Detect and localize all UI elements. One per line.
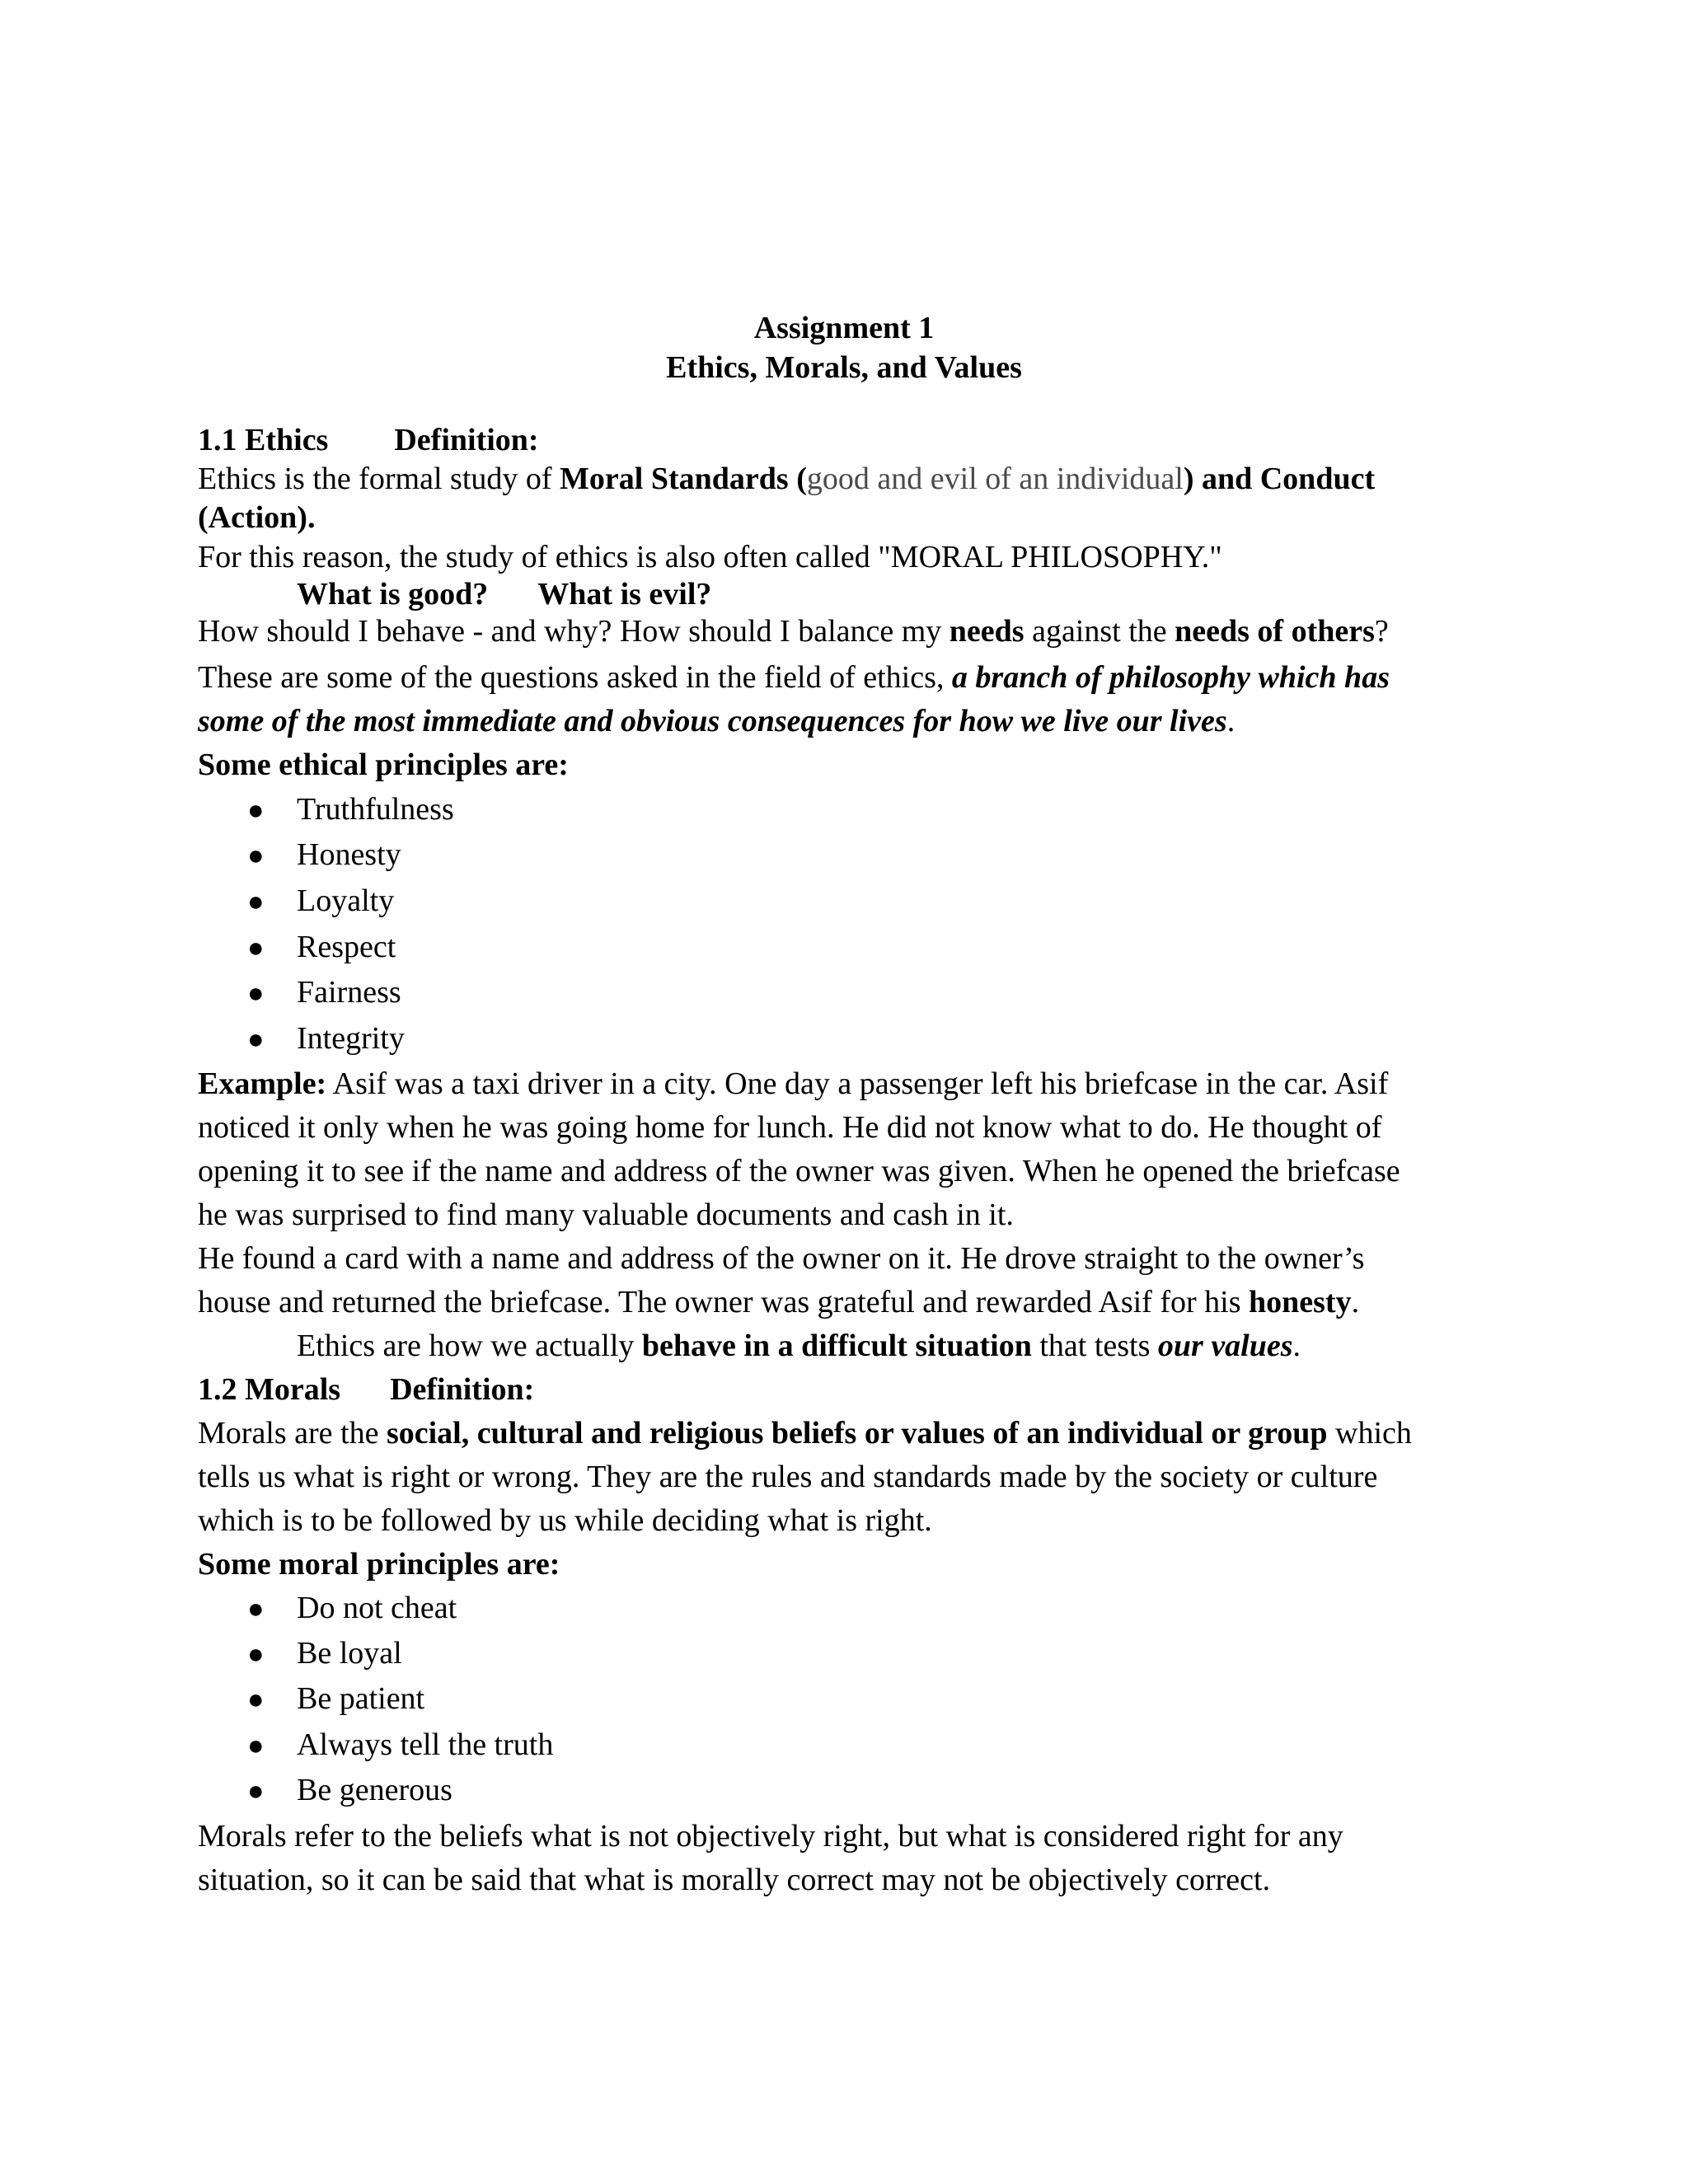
text-run: that tests bbox=[1031, 1329, 1158, 1363]
section-2-definition-label: Definition: bbox=[390, 1372, 535, 1407]
text-run: . bbox=[1351, 1285, 1360, 1319]
example-line-6 bbox=[198, 1282, 1359, 1322]
text-run: which bbox=[1327, 1416, 1412, 1451]
list-item bbox=[247, 972, 401, 1014]
text-run: needs bbox=[949, 614, 1025, 649]
bullet-icon: ● bbox=[247, 1639, 265, 1670]
bullet-icon: ● bbox=[247, 1685, 265, 1715]
text-run: Moral Standards bbox=[560, 462, 789, 496]
list-item bbox=[247, 1019, 405, 1060]
text-run: our values bbox=[1157, 1329, 1293, 1363]
text-run: behave in a difficult situation bbox=[641, 1329, 1032, 1363]
question-good: What is good? bbox=[297, 577, 489, 612]
text-run: honesty bbox=[1249, 1285, 1352, 1319]
bullet-icon: ● bbox=[247, 841, 265, 871]
morals-closing-line-2: situation, so it can be said that what is morally correct may not be objectively correct. bbox=[198, 1863, 1271, 1897]
morals-definition-line-2: tells us what is right or wrong. They are the rules and standards made by the society or culture bbox=[198, 1460, 1378, 1494]
example-line-3: opening it to see if the name and address of the owner was given. When he opened the briefcase bbox=[198, 1154, 1400, 1188]
morals-definition-line-3: which is to be followed by us while deciding what is right. bbox=[198, 1503, 932, 1538]
morals-closing-line-1: Morals refer to the beliefs what is not objectively right, but what is considered right for any bbox=[198, 1819, 1343, 1854]
list-item-label: Honesty bbox=[297, 837, 401, 872]
section-2-title: 1.2 Morals bbox=[198, 1372, 341, 1407]
ethics-conclusion-line bbox=[297, 1326, 1301, 1366]
bullet-icon: ● bbox=[247, 795, 265, 826]
list-item-label: Truthfulness bbox=[297, 792, 454, 827]
list-item bbox=[247, 927, 396, 968]
list-item-label: Loyalty bbox=[297, 883, 395, 918]
list-item-label: Integrity bbox=[297, 1021, 405, 1056]
list-item-label: Fairness bbox=[297, 975, 401, 1010]
morals-definition-line-1 bbox=[198, 1413, 1412, 1453]
example-label: Example: bbox=[198, 1066, 327, 1101]
example-line-1 bbox=[198, 1064, 1388, 1104]
text-run: . bbox=[1292, 1329, 1301, 1363]
text-run: needs of others bbox=[1175, 614, 1375, 649]
list-item bbox=[247, 1679, 424, 1720]
text-run: Asif was a taxi driver in a city. One day a passenger left his briefcase in the car. Asif bbox=[326, 1066, 1389, 1101]
text-run: ( bbox=[788, 462, 807, 496]
example-line-5: He found a card with a name and address of the owner on it. He drove straight to the owner’s bbox=[198, 1241, 1365, 1276]
text-run: Morals are the bbox=[198, 1416, 387, 1451]
moral-principles-label: Some moral principles are: bbox=[198, 1547, 560, 1582]
text-run: social, cultural and religious beliefs or values of an individual or group bbox=[386, 1416, 1328, 1451]
good-evil-questions bbox=[297, 574, 711, 614]
list-item bbox=[247, 1633, 402, 1675]
section-1-definition-label: Definition: bbox=[394, 423, 539, 457]
bullet-icon: ● bbox=[247, 978, 265, 1009]
list-item-label: Respect bbox=[297, 930, 396, 964]
text-run: These are some of the questions asked in the field of ethics, bbox=[198, 660, 952, 695]
list-item-label: Do not cheat bbox=[297, 1591, 457, 1625]
bullet-icon: ● bbox=[247, 1594, 265, 1624]
text-run: How should I behave - and why? How should I balance my bbox=[198, 614, 950, 649]
list-item bbox=[247, 1588, 457, 1629]
text-run: against the bbox=[1024, 614, 1175, 649]
bullet-icon: ● bbox=[247, 933, 265, 963]
text-run: and Conduct bbox=[1193, 462, 1376, 496]
list-item-label: Always tell the truth bbox=[297, 1727, 554, 1762]
branch-philosophy-line-1 bbox=[198, 658, 1390, 697]
section-1-heading bbox=[198, 420, 539, 460]
list-item-label: Be generous bbox=[297, 1773, 452, 1807]
text-run: house and returned the briefcase. The owner was grateful and rewarded Asif for his bbox=[198, 1285, 1249, 1319]
text-run: ) bbox=[1183, 462, 1194, 496]
section-2-heading bbox=[198, 1370, 534, 1409]
bullet-icon: ● bbox=[247, 1024, 265, 1055]
moral-philosophy-line: For this reason, the study of ethics is also often called "MORAL PHILOSOPHY." bbox=[198, 540, 1222, 574]
text-run: some of the most immediate and obvious consequences for how we live our lives bbox=[198, 704, 1227, 738]
branch-philosophy-line-2 bbox=[198, 701, 1235, 741]
section-1-title: 1.1 Ethics bbox=[198, 423, 329, 457]
text-run: Ethics are how we actually bbox=[297, 1329, 642, 1363]
bullet-icon: ● bbox=[247, 1731, 265, 1761]
example-line-2: noticed it only when he was going home for lunch. He did not know what to do. He thought of bbox=[198, 1110, 1382, 1145]
behave-question-line bbox=[198, 612, 1389, 651]
document-title: Ethics, Morals, and Values bbox=[666, 350, 1022, 385]
bullet-icon: ● bbox=[247, 887, 265, 917]
ethics-definition-line-1 bbox=[198, 459, 1375, 499]
ethical-principles-label: Some ethical principles are: bbox=[198, 748, 569, 782]
assignment-number: Assignment 1 bbox=[753, 311, 935, 345]
list-item bbox=[247, 835, 401, 876]
bullet-icon: ● bbox=[247, 1776, 265, 1807]
text-run: ? bbox=[1374, 614, 1389, 649]
example-line-4: he was surprised to find many valuable documents and cash in it. bbox=[198, 1197, 1014, 1232]
text-run: . bbox=[1226, 704, 1236, 738]
text-run: Ethics is the formal study of bbox=[198, 462, 560, 496]
list-item bbox=[247, 1770, 452, 1811]
text-run: a branch of philosophy which has bbox=[951, 660, 1390, 695]
list-item-label: Be patient bbox=[297, 1681, 425, 1716]
ethics-definition-line-2: (Action). bbox=[198, 500, 316, 535]
list-item bbox=[247, 790, 454, 831]
text-run: good and evil of an individual bbox=[806, 462, 1184, 496]
question-evil: What is evil? bbox=[537, 577, 712, 612]
list-item bbox=[247, 1725, 553, 1766]
list-item bbox=[247, 881, 394, 922]
list-item-label: Be loyal bbox=[297, 1636, 402, 1671]
